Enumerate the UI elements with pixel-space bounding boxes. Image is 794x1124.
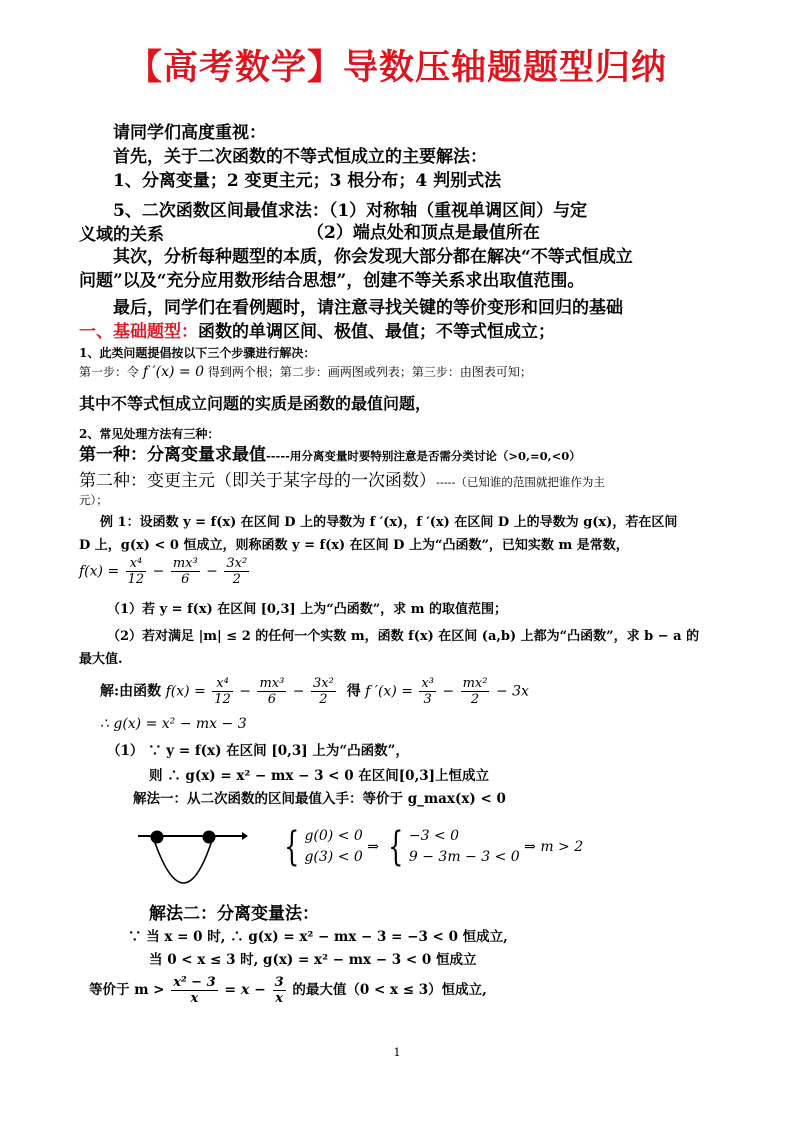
system-2 [409,826,520,868]
frac-num: x³ [421,676,434,691]
solution-line-1 [100,676,529,707]
solution-part-1: （1） ∵ y = f(x) 在区间 [0,3] 上为“凸函数”， [107,743,409,759]
frac-num: 3x² [226,556,248,571]
frac-3x2-2 [311,676,336,707]
sol-label: 解:由函数 [100,683,162,700]
func-op: − [206,563,218,580]
system-1 [304,826,362,868]
intro-line-7: 问题”以及“充分应用数形结合思想”，创建不等关系求出取值范围。 [79,271,585,291]
endpoint-left [151,831,164,844]
section-heading-text: 函数的单调区间、极值、最值；不等式恒成立； [198,322,555,342]
sol-fprime: f ′(x) = [365,683,413,700]
essence-line: 其中不等式恒成立问题的实质是函数的最值问题， [79,394,432,413]
frac-den: x [275,991,284,1006]
example-line-1: 例 1：设函数 y = f(x) 在区间 D 上的导数为 f ′(x)，f ′(x) 在区间 D 上的导数为 g(x)，若在区间 [100,515,678,530]
result: ⇒ m > 2 [524,839,584,855]
intro-line-4: 5、二次函数区间最值求法：（1）对称轴（重视单调区间）与定 [113,201,588,221]
section-heading [79,321,555,343]
function-definition [79,556,251,587]
func-op: − [152,563,165,580]
axis-arrow [242,832,248,840]
frac-num: mx³ [259,676,285,691]
frac-mx3-6 [257,676,286,707]
step-line-math: f ′(x) = 0 [142,364,205,380]
step-line [79,364,532,381]
implies-arrow: ⇒ [367,839,379,855]
brace-left: { [388,824,404,870]
page-number: 1 [393,1046,401,1059]
func-lhs: f(x) = [79,563,120,580]
inequality-system [279,826,583,868]
brace-left: { [284,824,300,870]
step-intro: 1、此类问题提倡按以下三个步骤进行解决： [79,346,316,360]
solution-g: ∴ g(x) = x² − mx − 3 [100,716,247,732]
sol-op: − [239,683,251,700]
method-two: 解法二：分离变量法： [149,904,319,924]
question-2: （2）若对满足 |m| ≤ 2 的任何一个实数 m，函数 f(x) 在区间 (a,b) 上都为“凸函数”，求 b − a 的 [107,629,700,644]
m2l3-a: 等价于 m > [89,982,165,998]
frac-den: 2 [470,692,480,707]
intro-line-1: 请同学们高度重视： [113,123,266,143]
method-1-title: 第一种：分离变量求最值 [79,445,266,465]
intro-line-2: 首先，关于二次函数的不等式恒成立的主要解法： [113,147,487,167]
sol-get: 得 [346,683,361,700]
method-1 [79,444,581,466]
sol-op: − [292,683,305,700]
frac-den: 2 [232,572,241,587]
method-2 [79,470,605,492]
frac-3-x [273,975,286,1006]
method-2-note: -----（已知谁的范围就把谁作为主 [436,475,605,489]
document-title: 【高考数学】导数压轴题题型归纳 [126,48,667,88]
frac-den: 12 [214,692,231,707]
system-2-row: −3 < 0 [408,828,460,844]
frac-x4-12 [212,676,233,707]
frac-den: 12 [127,572,145,587]
frac-num: mx³ [172,556,198,571]
frac-den: 6 [267,692,277,707]
frac-num: mx² [462,676,488,691]
intro-line-3: 1、分离变量；2 变更主元；3 根分布；4 判别式法 [113,171,502,191]
method-two-line-3 [89,975,487,1006]
system-1-row: g(3) < 0 [304,849,363,865]
m2l3-c: 的最大值（0 < x ≤ 3）恒成立, [292,982,487,998]
frac-den: 3 [423,692,432,707]
intro-line-5b: （2）端点处和顶点是最值所在 [307,223,540,243]
frac-num: 3 [274,975,284,990]
method-2-title: 第二种：变更主元（即关于某字母的一次函数） [79,471,436,491]
frac-x2m3-x [171,975,217,1006]
section-heading-label: 一、基础题型： [79,322,198,342]
sol-op: − [442,683,455,700]
frac-den: 2 [319,692,328,707]
methods-intro: 2、常见处理方法有三种： [79,427,220,441]
frac-den: 6 [181,572,190,587]
frac-num: 3x² [312,676,334,691]
step-line-b: 得到两个根；第二步：画两图或列表；第三步：由图表可知； [207,365,532,379]
m2l3-b: = x − [224,982,266,998]
frac-num: x² − 3 [173,975,216,990]
intro-line-6: 其次，分析每种题型的本质，你会发现大部分都在解决“不等式恒成立 [113,247,633,267]
frac-x3-3 [419,676,436,707]
example-line-2: D 上，g(x) < 0 恒成立，则称函数 y = f(x) 在区间 D 上为“凸函数”，已知实数 m 是常数， [79,538,629,553]
method-one: 解法一：从二次函数的区间最值入手：等价于 g_max(x) < 0 [133,791,506,807]
step-line-a: 第一步：令 [79,365,140,379]
endpoint-right [203,831,216,844]
method-two-line-1: ∵ 当 x = 0 时, ∴ g(x) = x² − mx − 3 = −3 < 0 恒成立, [128,929,508,945]
frac-3x2-2 [224,556,249,587]
frac-num: x⁴ [126,556,147,572]
sol-f: f(x) = [165,683,206,700]
system-2-row: 9 − 3m − 3 < 0 [408,849,520,865]
question-1: （1）若 y = f(x) 在区间 [0,3] 上为“凸函数”，求 m 的取值范围； [107,602,507,617]
parabola-sketch [138,822,248,888]
solution-part-1b: 则 ∴ g(x) = x² − mx − 3 < 0 在区间[0,3]上恒成立 [149,768,490,784]
frac-num: x⁴ [212,676,233,692]
frac-x4-12 [126,556,147,587]
system-1-row: g(0) < 0 [304,828,363,844]
method-1-note: -----用分离变量时要特别注意是否需分类讨论（>0,=0,<0） [266,449,581,463]
method-2-note-cont: 元）； [79,493,108,507]
question-2-cont: 最大值. [79,652,123,667]
frac-mx3-6 [171,556,200,587]
method-two-line-2: 当 0 < x ≤ 3 时, g(x) = x² − mx − 3 < 0 恒成立 [149,952,477,968]
intro-line-5a: 义域的关系 [79,225,164,245]
sol-tail: − 3x [495,683,529,700]
frac-den: x [190,991,199,1006]
intro-line-8: 最后，同学们在看例题时，请注意寻找关键的等价变形和回归的基础 [113,298,623,318]
frac-mx2-2 [461,676,490,707]
